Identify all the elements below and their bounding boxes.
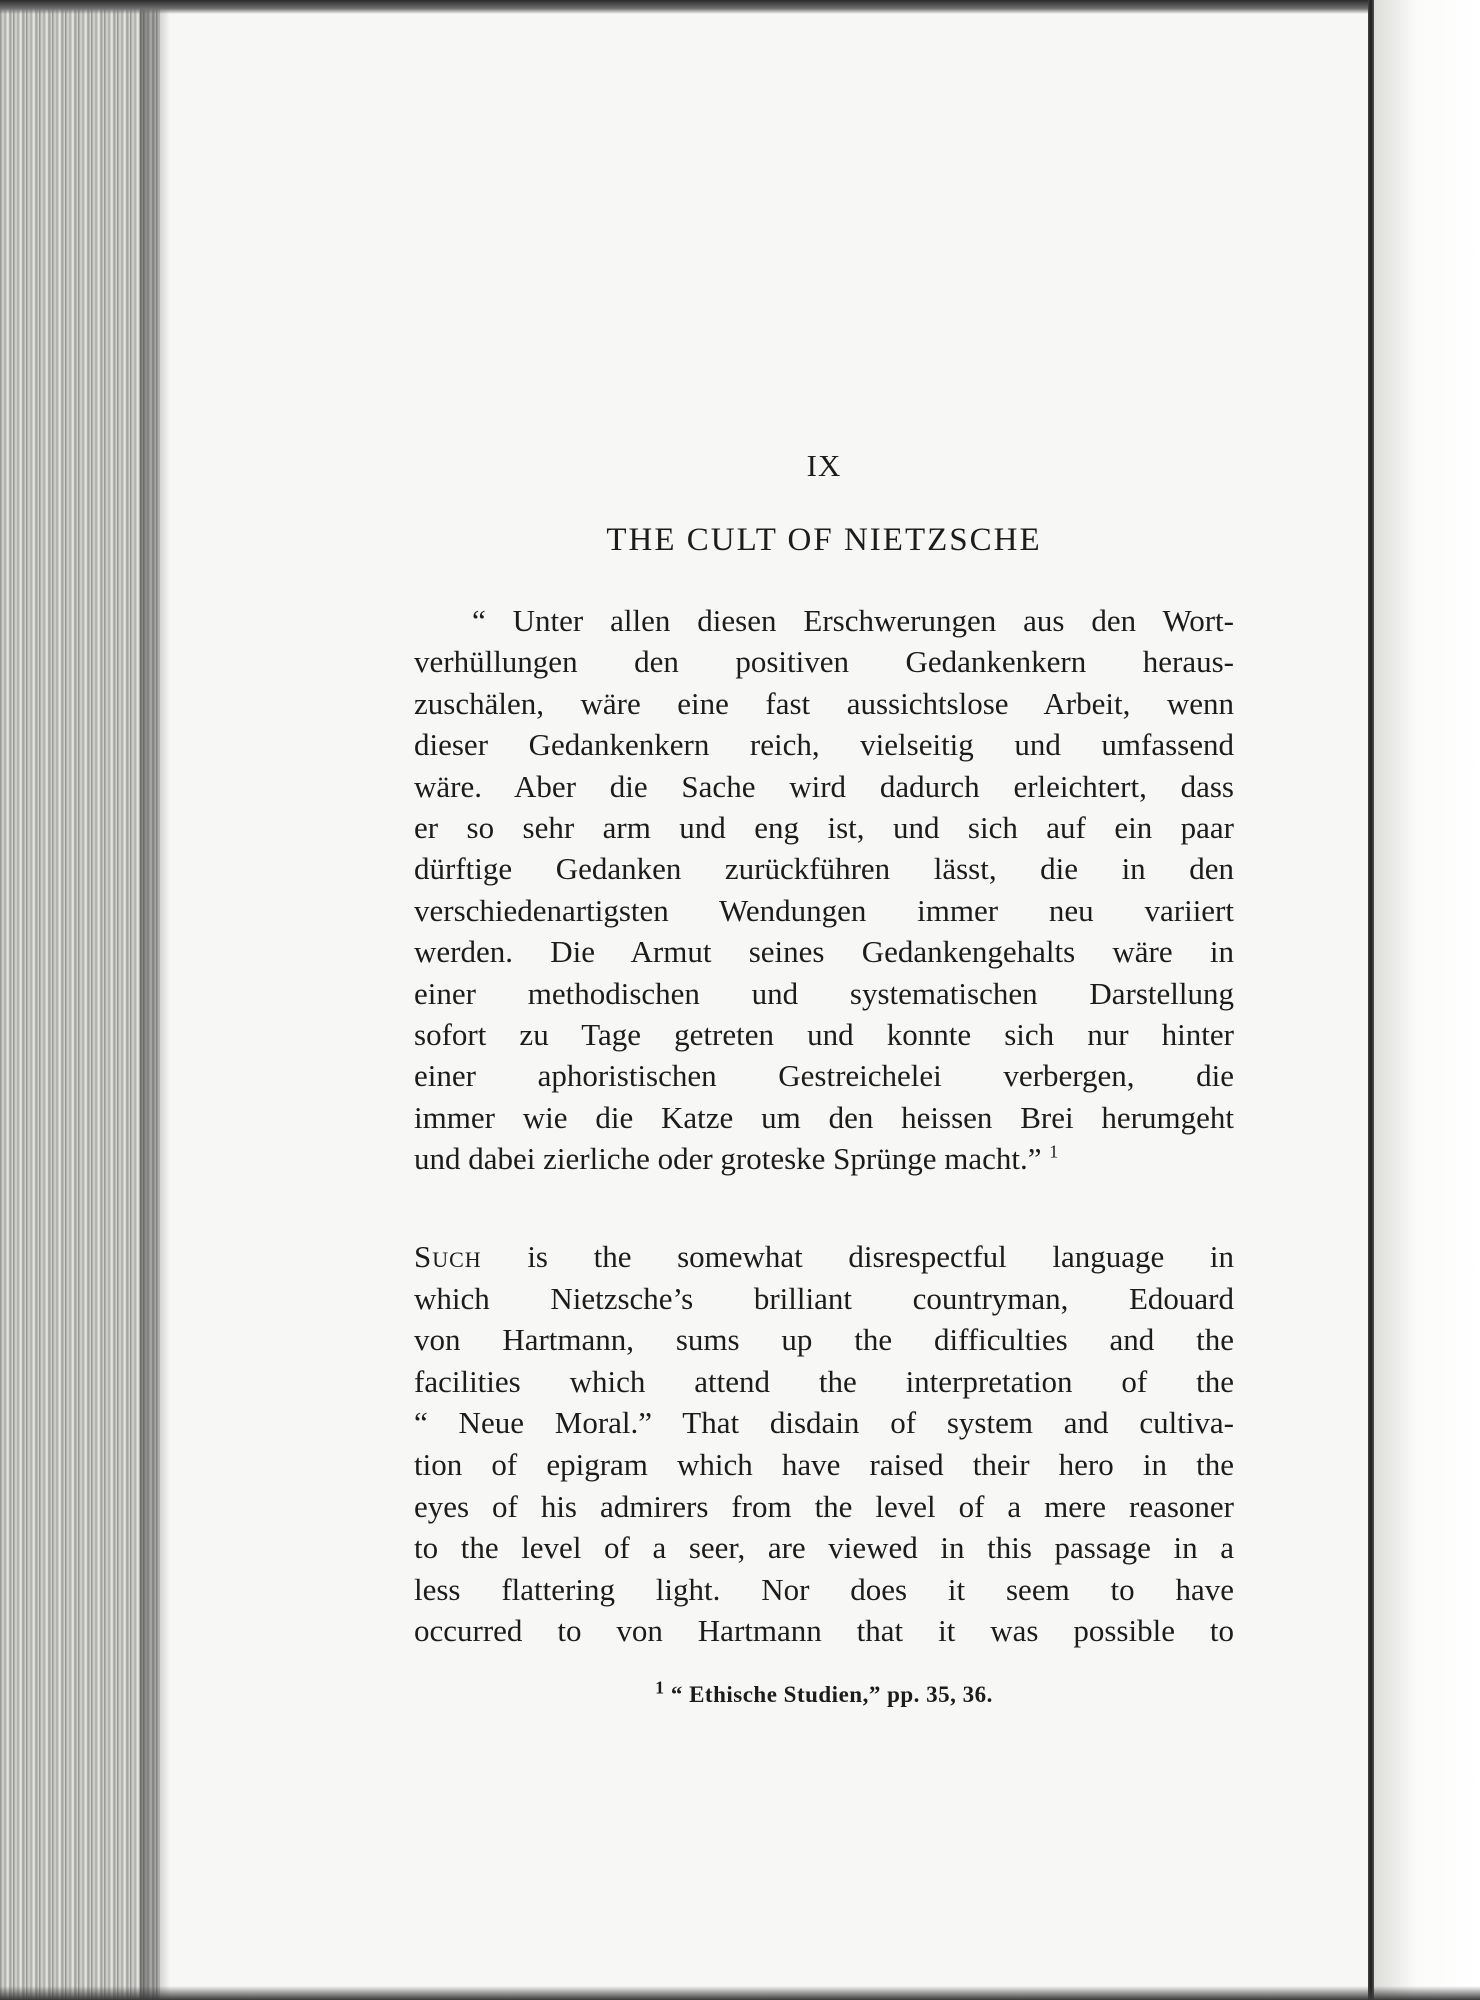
epigraph-line: verschiedenartigsten Wendungen immer neu variiert — [414, 892, 1234, 928]
epigraph-line: “ Unter allen diesen Erschwerungen aus den Wort- — [472, 603, 1234, 638]
epigraph-last-line — [414, 1138, 1234, 1179]
body-line: occurred to von Hartmann that it was possible to — [414, 1613, 1234, 1649]
lead-word: Such — [414, 1239, 482, 1274]
epigraph-line: dieser Gedankenkern reich, vielseitig und umfassend — [414, 727, 1234, 763]
body-line: “ Neue Moral.” That disdain of system and cultiva- — [414, 1405, 1234, 1441]
chapter-title: THE CULT OF NIETZSCHE — [606, 522, 1042, 558]
footnote-text: “ Ethische Studien,” pp. 35, 36. — [670, 1682, 993, 1707]
body-line-text: is the somewhat disrespectful language in — [481, 1239, 1234, 1274]
body-line: which Nietzsche’s brilliant countryman, Edouard — [414, 1280, 1234, 1316]
epigraph-line: er so sehr arm und eng ist, und sich auf ein paar — [414, 810, 1234, 846]
binding-shadow — [140, 0, 170, 2000]
epigraph-line: verhüllungen den positiven Gedankenkern heraus- — [414, 644, 1234, 680]
body-first-line — [414, 1236, 1234, 1278]
footnote-reference: 1 — [1049, 1141, 1059, 1162]
body-line: facilities which attend the interpretation of the — [414, 1363, 1234, 1399]
book-page-edges — [0, 0, 160, 2000]
footnote — [414, 1677, 1234, 1708]
body-line: von Hartmann, sums up the difficulties and the — [414, 1322, 1234, 1358]
epigraph-quote — [414, 600, 1234, 1180]
epigraph-line: einer aphoristischen Gestreichelei verbergen, die — [414, 1058, 1234, 1094]
adjacent-page-edge — [1374, 0, 1480, 2000]
epigraph-line: wäre. Aber die Sache wird dadurch erleichtert, dass — [414, 768, 1234, 804]
epigraph-line: werden. Die Armut seines Gedankengehalts wäre in — [414, 934, 1234, 970]
body-line: eyes of his admirers from the level of a mere reasoner — [414, 1488, 1234, 1524]
body-paragraph — [414, 1236, 1234, 1652]
epigraph-line: zuschälen, wäre eine fast aussichtslose Arbeit, wenn — [414, 685, 1234, 721]
epigraph-line: einer methodischen und systematischen Darstellung — [414, 975, 1234, 1011]
epigraph-line-text: und dabei zierliche oder groteske Sprünge macht.” — [414, 1141, 1042, 1177]
epigraph-line: sofort zu Tage getreten und konnte sich nur hinter — [414, 1017, 1234, 1053]
chapter-number: IX — [806, 448, 842, 483]
epigraph-line: immer wie die Katze um den heissen Brei herumgeht — [414, 1099, 1234, 1135]
epigraph-line: dürftige Gedanken zurückführen lässt, die in den — [414, 851, 1234, 887]
body-line: less flattering light. Nor does it seem to have — [414, 1571, 1234, 1607]
page-text-block — [414, 0, 1234, 2000]
body-line: tion of epigram which have raised their hero in the — [414, 1446, 1234, 1482]
body-line: to the level of a seer, are viewed in this passage in a — [414, 1530, 1234, 1566]
footnote-marker: 1 — [655, 1677, 665, 1698]
